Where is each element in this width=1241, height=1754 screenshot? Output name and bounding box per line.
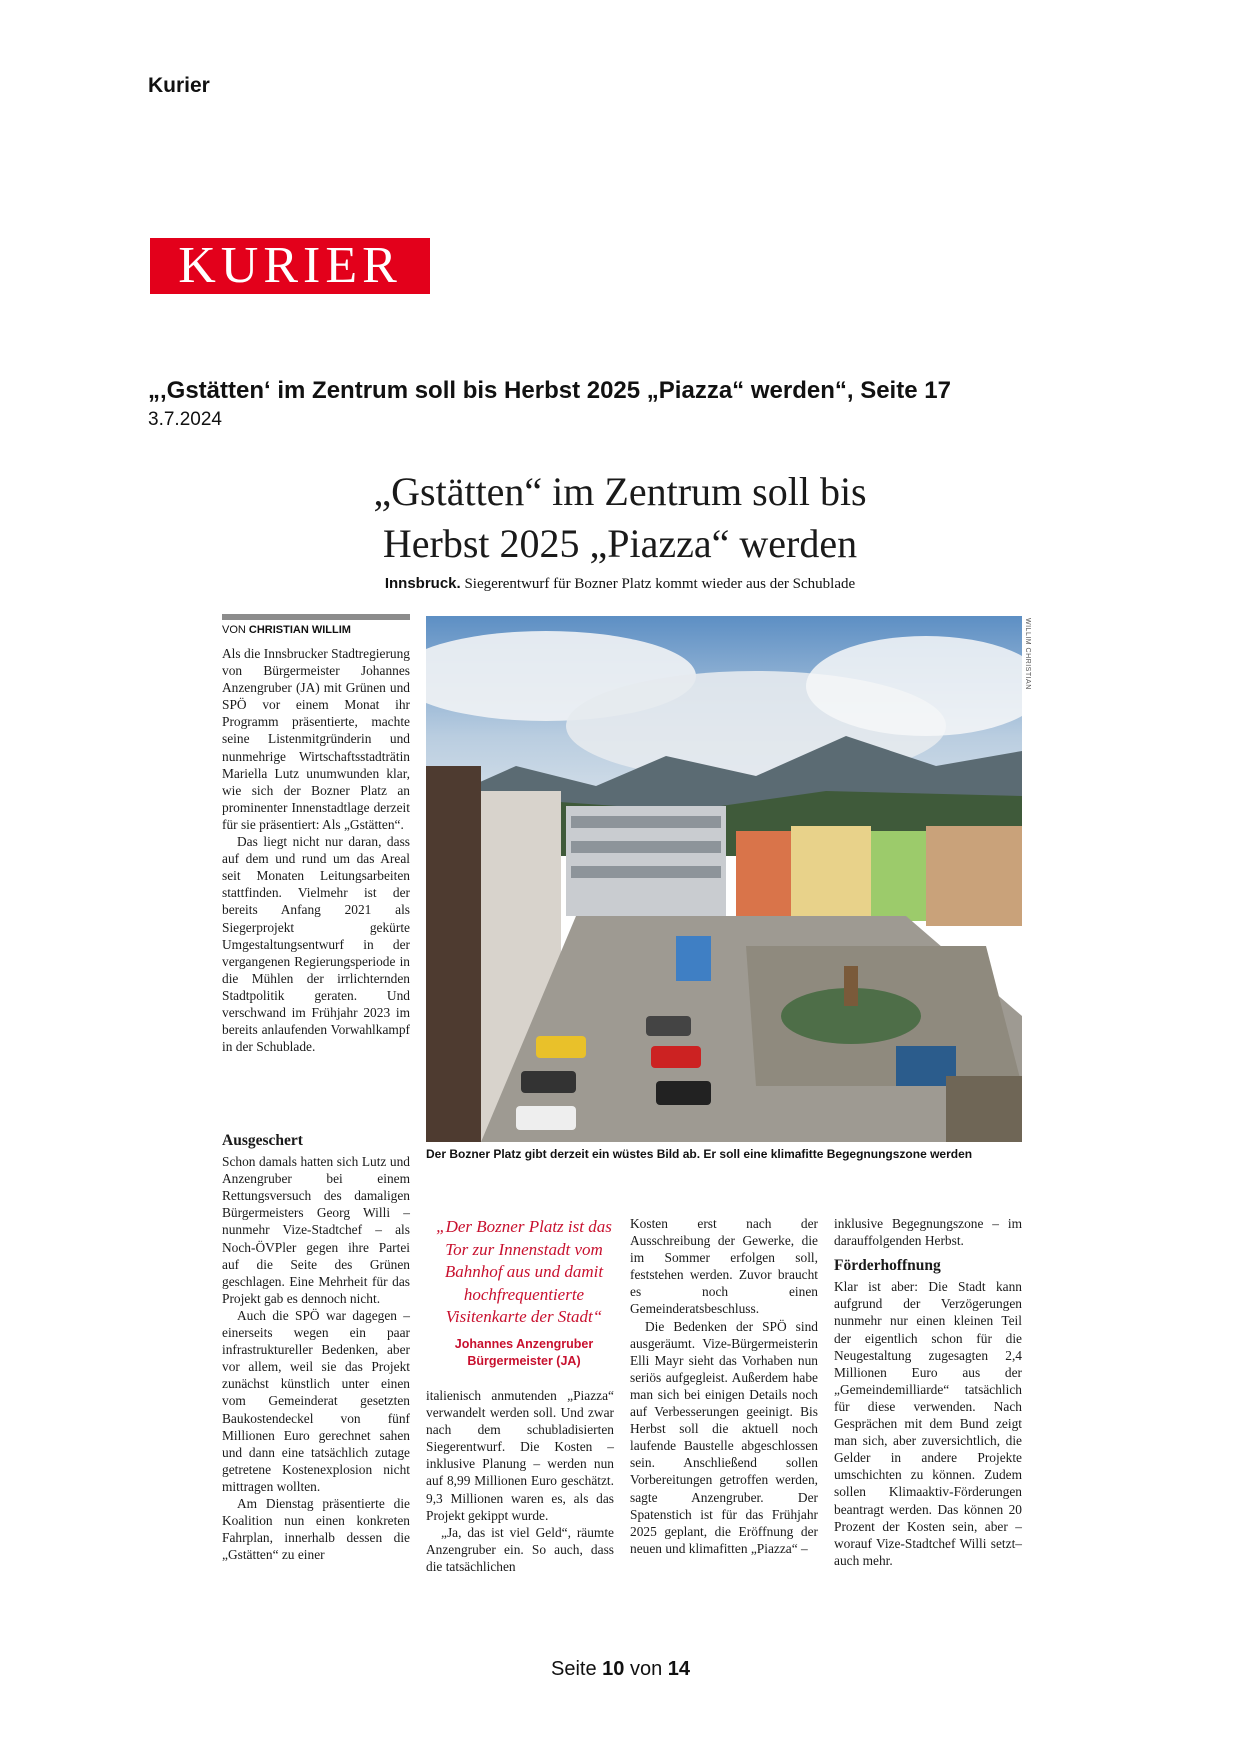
footer-middle: von <box>629 1658 663 1680</box>
paragraph-1: Als die Innsbrucker Stadtregierung von Bürgermeister Johannes Anzengruber (JA) mit Grünen und SPÖ vor einem Monat ihr Programm präsentierte, machte seine Listenmitgründerin und nunmehrige Wirtschaftsstadträtin Mariella Lutz unumwunden klar, wie sich der Bozner Platz an prominenter Innenstadtlage derzeit für sie präsentiert: Als „Gstätten“. <box>222 646 410 832</box>
byline-author: CHRISTIAN WILLIM <box>248 624 351 636</box>
page-footer <box>0 1658 1241 1681</box>
photo-caption: Der Bozner Platz gibt derzeit ein wüstes Bild ab. Er soll eine klimafitte Begegnungszone werden <box>426 1147 973 1161</box>
footer-prefix: Seite <box>550 1658 597 1680</box>
document-source: Kurier <box>148 74 210 97</box>
pull-quote-author <box>426 1336 622 1370</box>
article-column-3 <box>630 1215 818 1557</box>
paragraph-9: Die Bedenken der SPÖ sind ausgeräumt. Vize-Bürgermeisterin Elli Mayr sieht das Vorhaben nun seriös aufgegleist. Außerdem habe man sich bei einigen Details noch auf Verbesserungen geeinigt. Bis Herbst soll die aktuell noch laufende Baustelle abgeschlossen sein. Anschließend sollen Vorbereitungen getroffen werden, sagte Anzengruber. Der Spatenstich ist für das Frühjahr 2025 geplant, die Eröffnung der neuen und klimafitten „Piazza“ – <box>630 1318 818 1556</box>
article-photo <box>426 616 1022 1142</box>
paragraph-11: Klar ist aber: Die Stadt kann aufgrund der Verzögerungen nunmehr nur einen kleinen Teil der eigentlich schon für die Neugestaltung zugesagten 2,4 Millionen Euro aus der „Gemeindemilliarde“ tatsächlich für diese verwenden. Nach Gesprächen mit dem Bund zeigt man sich, aber zuversichtlich, die Gelder in andere Projekte umschichten zu können. Zudem sollen Klimaaktiv-Förderungen beantragt werden. Das können 20 Prozent der Kosten sein, aber – worauf Vize-Stadtchef Willi setzt– auch mehr. <box>834 1279 1022 1568</box>
article-column-1-lower <box>222 1124 410 1563</box>
byline-prefix: VON <box>222 624 246 636</box>
article-column-1 <box>222 645 410 1055</box>
paragraph-6: italienisch anmutenden „Piazza“ verwandelt werden soll. Und zwar nach dem schubladisierten Siegerentwurf. Die Kosten – inklusive Planung – werden nun auf 8,99 Millionen Euro geschätzt. 9,3 Millionen waren es, als das Projekt gekippt wurde. <box>426 1388 614 1523</box>
article-reference-date: 3.7.2024 <box>148 409 222 430</box>
photo-credit: WILLIM CHRISTIAN <box>1024 618 1031 690</box>
byline-rule <box>222 614 410 620</box>
article-column-4 <box>834 1215 1022 1569</box>
pull-quote: „Der Bozner Platz ist das Tor zur Innenstadt vom Bahnhof aus und damit hochfrequentierte Visitenkarte der Stadt“ <box>436 1217 612 1326</box>
headline-line-2: Herbst 2025 „Piazza“ werden <box>382 521 858 566</box>
paragraph-10: inklusive Begegnungszone – im darauffolgenden Herbst. <box>834 1216 1022 1249</box>
section-heading-foerderhoffnung: Förderhoffnung <box>834 1257 941 1275</box>
paragraph-7: „Ja, das ist viel Geld“, räumte Anzengruber ein. So auch, dass die tatsächlichen <box>426 1524 614 1574</box>
headline-line-1: „Gstätten“ im Zentrum soll bis <box>373 469 867 514</box>
article-column-2 <box>426 1387 614 1575</box>
article-subheadline <box>300 575 940 593</box>
paragraph-3: Schon damals hatten sich Lutz und Anzengruber bei einem Rettungsversuch des damaligen Bürgermeisters Georg Willi – nunmehr Vize-Stadtchef – als Noch-ÖVPler gegen ihre Partei auf die Seite des Grünen geschlagen. Eine Mehrheit für das Projekt gab es dennoch nicht. <box>222 1154 410 1306</box>
subheadline-location: Innsbruck. <box>384 575 461 592</box>
paragraph-8: Kosten erst nach der Ausschreibung der Gewerke, die im Sommer erfolgen soll, feststehen werden. Zuvor braucht es noch einen Gemeinderatsbeschluss. <box>630 1216 818 1317</box>
article-reference-title: „‚Gstätten‘ im Zentrum soll bis Herbst 2025 „Piazza“ werden“, Seite 17 <box>148 377 951 404</box>
section-heading-ausgeschert: Ausgeschert <box>222 1132 303 1149</box>
quote-author-name: Johannes Anzengruber <box>454 1337 594 1351</box>
paragraph-4: Auch die SPÖ war dagegen – einerseits wegen ein paar infrastruktureller Bedenken, aber vor allem, weil sie das Projekt zunächst künstlich unter einen vom Gemeinderat gesetzten Baukostendeckel von fünf Millionen Euro gerechnet sahen und dann eine tatsächlich zutage getretene Kostenexplosion nicht mittragen wollten. <box>222 1307 410 1494</box>
footer-current-page: 10 <box>602 1658 625 1680</box>
footer-total-pages: 14 <box>667 1658 691 1680</box>
kurier-logo: KURIER <box>150 238 430 294</box>
article-headline <box>300 466 940 570</box>
paragraph-5: Am Dienstag präsentierte die Koalition nun einen konkreten Fahrplan, innerhalb dessen die „Gstätten“ zu einer <box>222 1495 410 1563</box>
subheadline-text: Siegerentwurf für Bozner Platz kommt wieder aus der Schublade <box>464 576 856 592</box>
photo-bozner-platz <box>426 616 1022 1142</box>
quote-author-role: Bürgermeister (JA) <box>467 1354 581 1368</box>
byline <box>222 624 351 636</box>
paragraph-2: Das liegt nicht nur daran, dass auf dem und rund um das Areal seit Monaten Leitungsarbeiten stattfinden. Vielmehr ist der bereits Anfang 2021 als Siegerprojekt gekürte Umgestaltungsentwurf in der vergangenen Regierungsperiode in die Mühlen der irrlichternden Stadtpolitik geraten. Und verschwand im Frühjahr 2023 im bereits anlaufenden Vorwahlkampf in der Schublade. <box>222 834 410 1055</box>
